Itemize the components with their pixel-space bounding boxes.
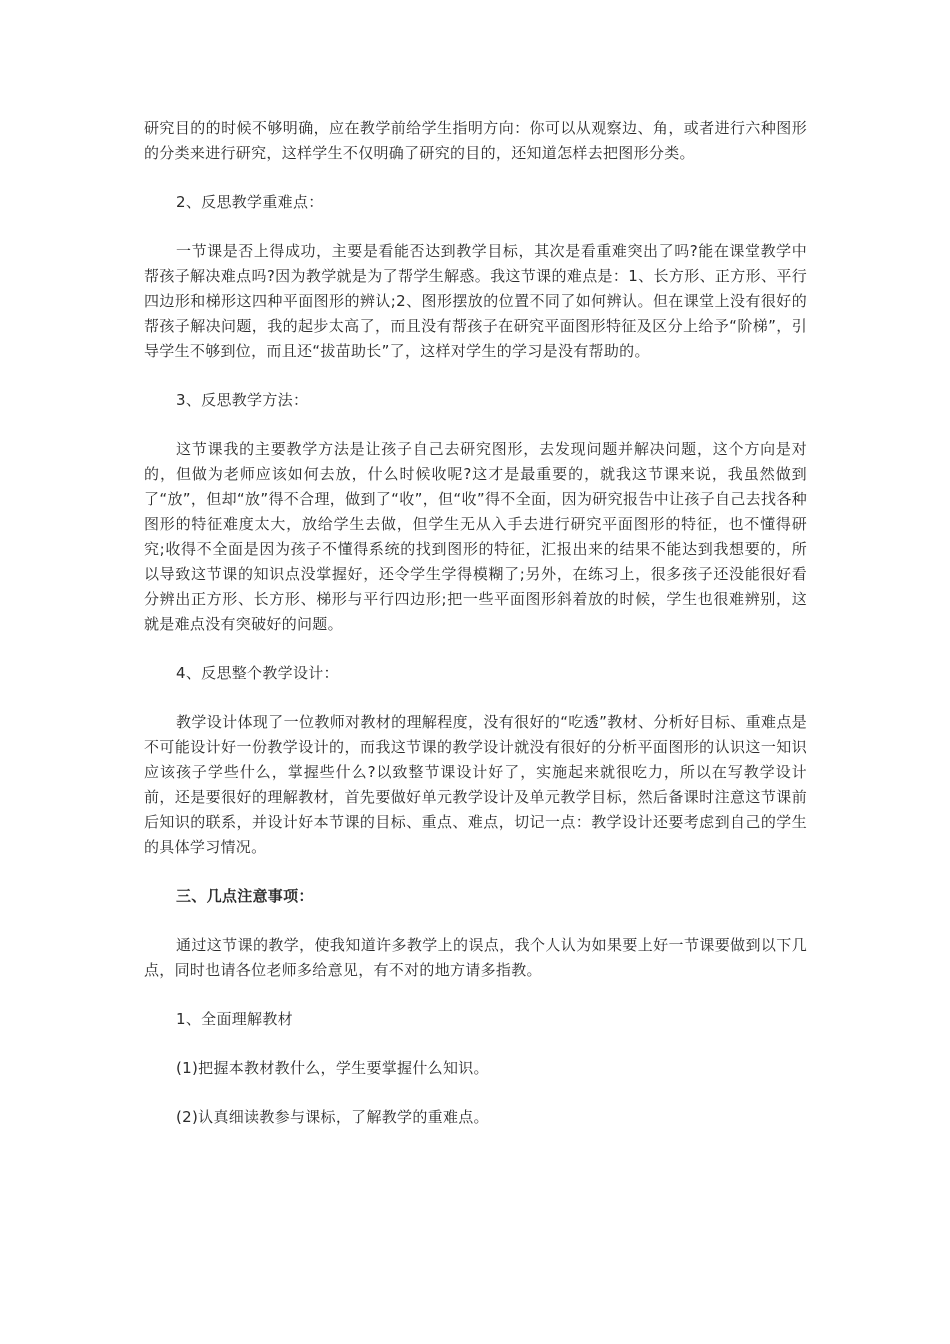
paragraph-methods: 这节课我的主要教学方法是让孩子自己去研究图形，去发现问题并解决问题，这个方向是对的，但做为老师应该如何去放，什么时候收呢?这才是最重要的，就我这节课来说，我虽然做到了“放”，但却“放”得不合理，做到了“收”，但“收”得不全面，因为研究报告中让孩子自己去找各种图形的特征难度太大，放给学生去做，但学生无从入手去进行研究平面图形的特征，也不懂得研究;收得不全面是因为孩子不懂得系统的找到图形的特征，汇报出来的结果不能达到我想要的，所以导致这节课的知识点没掌握好，还令学生学得模糊了;另外，在练习上，很多孩子还没能很好看分辨出正方形、长方形、梯形与平行四边形;把一些平面图形斜着放的时候，学生也很难辨别，这就是难点没有突破好的问题。 (144, 440, 807, 633)
paragraph-gap (144, 686, 807, 710)
paragraph-key-points: 一节课是否上得成功，主要是看能否达到教学目标，其次是看重难突出了吗?能在课堂教学中帮孩子解决难点吗?因为教学就是为了帮学生解惑。我这节课的难点是：1、长方形、正方形、平行四边形和梯形这四种平面图形的辨认;2、图形摆放的位置不同了如何辨认。但在课堂上没有很好的帮孩子解决问题，我的起步太高了，而且没有帮孩子在研究平面图形特征及区分上给予“阶梯”，引导学生不够到位，而且还“拔苗助长”了，这样对学生的学习是没有帮助的。 (144, 242, 807, 360)
paragraph-research-purpose: 研究目的的时候不够明确，应在教学前给学生指明方向：你可以从观察边、角，或者进行六种图形的分类来进行研究，这样学生不仅明确了研究的目的，还知道怎样去把图形分类。 (144, 119, 807, 162)
heading-reflect-design: 4、反思整个教学设计： (176, 664, 339, 682)
heading-reflect-key-points: 2、反思教学重难点： (176, 193, 324, 211)
paragraph-gap (144, 413, 807, 437)
paragraph-gap (144, 215, 807, 239)
paragraph-design: 教学设计体现了一位教师对教材的理解程度，没有很好的“吃透”教材、分析好目标、重难点是不可能设计好一份教学设计的，而我这节课的教学设计就没有很好的分析平面图形的认识这一知识应该孩子学些什么，掌握些什么?以致整节课设计好了，实施起来就很吃力，所以在写教学设计前，还是要很好的理解教材，首先要做好单元教学设计及单元教学目标，然后备课时注意这节课前后知识的联系，并设计好本节课的目标、重点、难点，切记一点：教学设计还要考虑到自己的学生的具体学习情况。 (144, 713, 807, 856)
heading-understand-textbook: 1、全面理解教材 (176, 1010, 293, 1028)
list-item-2: (2)认真细读教参与课标，了解教学的重难点。 (176, 1108, 489, 1126)
paragraph-gap (144, 637, 807, 661)
paragraph-notes-intro: 通过这节课的教学，使我知道许多教学上的误点，我个人认为如果要上好一节课要做到以下几点，同时也请各位老师多给意见，有不对的地方请多指教。 (144, 936, 807, 979)
heading-notes: 三、几点注意事项： (176, 887, 314, 905)
document-page (144, 116, 807, 1130)
paragraph-gap (144, 364, 807, 388)
paragraph-gap (144, 1032, 807, 1056)
heading-reflect-methods: 3、反思教学方法： (176, 391, 309, 409)
paragraph-gap (144, 1081, 807, 1105)
paragraph-gap (144, 983, 807, 1007)
paragraph-gap (144, 860, 807, 884)
paragraph-gap (144, 166, 807, 190)
paragraph-gap (144, 909, 807, 933)
list-item-1: (1)把握本教材教什么，学生要掌握什么知识。 (176, 1059, 489, 1077)
